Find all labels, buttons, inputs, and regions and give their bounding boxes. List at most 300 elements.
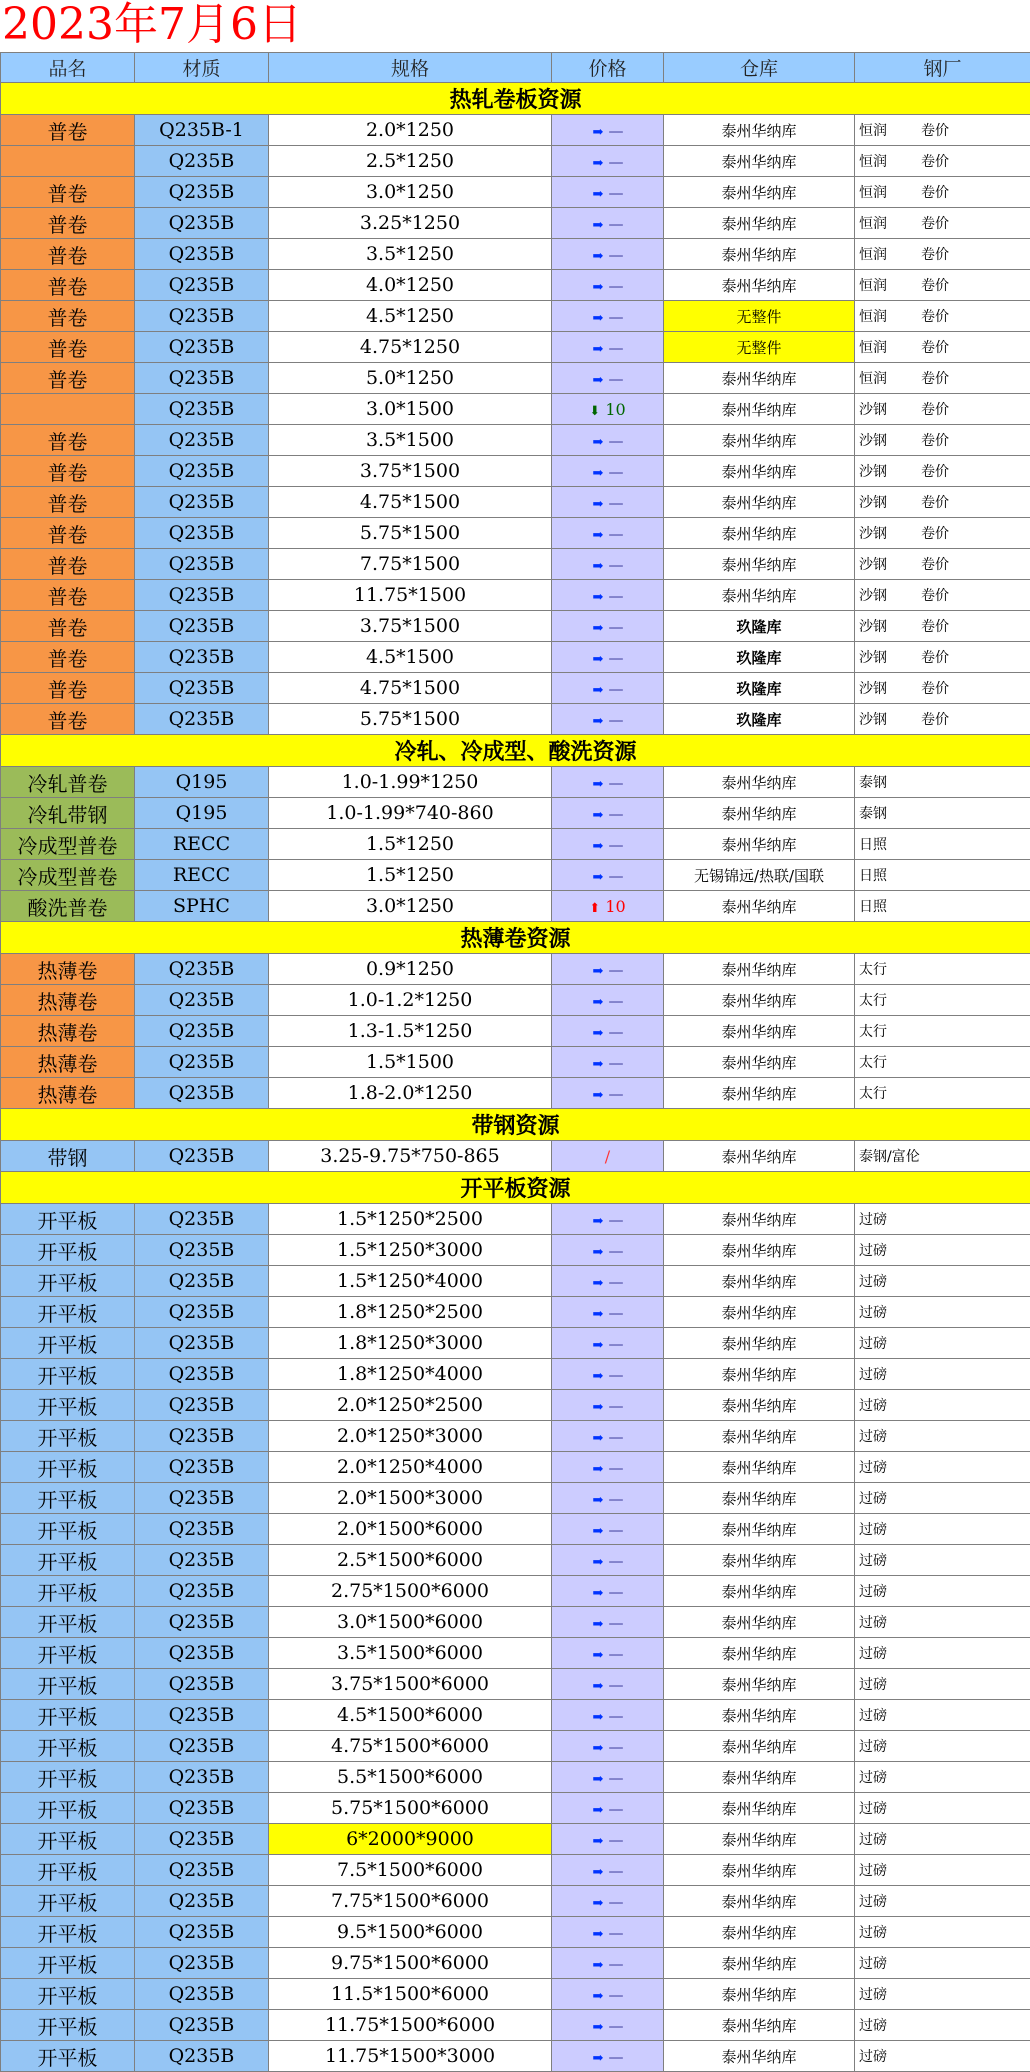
arrow-right-icon: ➡: [593, 1493, 604, 1508]
mill-name: 泰钢: [859, 806, 887, 822]
arrow-right-icon: ➡: [593, 1989, 604, 2004]
mill-cell: [855, 1266, 1030, 1297]
material-cell: Q235B: [135, 1047, 269, 1078]
arrow-right-icon: ➡: [593, 1679, 604, 1694]
warehouse-cell: 泰州华纳库: [664, 1483, 855, 1514]
section-header: [1, 735, 1030, 767]
price-value: —: [609, 308, 623, 326]
warehouse-cell: 泰州华纳库: [664, 425, 855, 456]
product-name-cell: 开平板: [1, 1359, 135, 1390]
arrow-right-icon: ➡: [593, 311, 604, 326]
spec-cell: 1.3-1.5*1250: [269, 1016, 552, 1047]
warehouse-cell: 泰州华纳库: [664, 518, 855, 549]
table-row: [1, 704, 1030, 735]
steel-price-table: [0, 52, 1030, 2072]
table-row: [1, 1452, 1030, 1483]
product-name-cell: 普卷: [1, 363, 135, 394]
table-row: [1, 1824, 1030, 1855]
mill-cell: [855, 1762, 1030, 1793]
price-cell: [552, 1576, 664, 1607]
price-cell: [552, 2010, 664, 2041]
material-cell: Q235B: [135, 1016, 269, 1047]
price-cell: [552, 704, 664, 735]
mill-cell: [855, 270, 1030, 301]
spec-cell: 0.9*1250: [269, 954, 552, 985]
price-cell: [552, 208, 664, 239]
price-cell: [552, 829, 664, 860]
table-row: [1, 1483, 1030, 1514]
material-cell: Q235B: [135, 1141, 269, 1172]
product-name-cell: 开平板: [1, 1948, 135, 1979]
page-title: 2023年7月6日: [0, 0, 1030, 52]
product-name-cell: 普卷: [1, 208, 135, 239]
material-cell: Q235B: [135, 1979, 269, 2010]
table-row: [1, 891, 1030, 922]
arrow-right-icon: ➡: [593, 870, 604, 885]
table-row: [1, 1235, 1030, 1266]
table-row: [1, 1390, 1030, 1421]
mill-name: 泰钢/富伦: [859, 1149, 920, 1165]
arrow-right-icon: ➡: [593, 342, 604, 357]
table-row: [1, 115, 1030, 146]
arrow-right-icon: ➡: [593, 1741, 604, 1756]
mill-cell: [855, 1793, 1030, 1824]
arrow-right-icon: ➡: [593, 1431, 604, 1446]
price-cell: [552, 1731, 664, 1762]
table-row: [1, 394, 1030, 425]
warehouse-cell: 泰州华纳库: [664, 1607, 855, 1638]
price-value: —: [609, 836, 623, 854]
mill-cell: [855, 1141, 1030, 1172]
warehouse-cell: 玖隆库: [664, 673, 855, 704]
price-cell: [552, 1078, 664, 1109]
product-name-cell: 普卷: [1, 611, 135, 642]
mill-note: 卷价: [921, 616, 949, 636]
warehouse-cell: 泰州华纳库: [664, 1638, 855, 1669]
price-value: —: [609, 1707, 623, 1725]
warehouse-cell: 泰州华纳库: [664, 2010, 855, 2041]
mill-name: 过磅: [859, 1367, 887, 1383]
price-value: —: [609, 1955, 623, 1973]
material-cell: RECC: [135, 829, 269, 860]
price-cell: [552, 363, 664, 394]
product-name-cell: 普卷: [1, 549, 135, 580]
table-row: [1, 1793, 1030, 1824]
mill-cell: [855, 1700, 1030, 1731]
material-cell: Q235B: [135, 549, 269, 580]
arrow-right-icon: ➡: [593, 1958, 604, 1973]
price-cell: [552, 1514, 664, 1545]
price-cell: [552, 611, 664, 642]
mill-name: 过磅: [859, 2018, 887, 2034]
price-cell: [552, 1483, 664, 1514]
price-value: /: [605, 1147, 610, 1166]
product-name-cell: 普卷: [1, 673, 135, 704]
mill-name: 过磅: [859, 1801, 887, 1817]
product-name-cell: 开平板: [1, 1762, 135, 1793]
mill-name: 过磅: [859, 2049, 887, 2065]
spec-cell: 7.75*1500: [269, 549, 552, 580]
mill-cell: [855, 1855, 1030, 1886]
section-header: [1, 83, 1030, 115]
price-cell: [552, 1266, 664, 1297]
material-cell: Q195: [135, 798, 269, 829]
spec-cell: 2.0*1250*4000: [269, 1452, 552, 1483]
price-cell: [552, 146, 664, 177]
price-cell: [552, 487, 664, 518]
price-cell: [552, 270, 664, 301]
spec-cell: 5.5*1500*6000: [269, 1762, 552, 1793]
material-cell: Q235B: [135, 642, 269, 673]
arrow-right-icon: ➡: [593, 1524, 604, 1539]
mill-cell: [855, 2041, 1030, 2072]
warehouse-cell: 泰州华纳库: [664, 1514, 855, 1545]
arrow-right-icon: ➡: [593, 1338, 604, 1353]
table-row: [1, 1297, 1030, 1328]
warehouse-cell: 泰州华纳库: [664, 2041, 855, 2072]
spec-cell: 9.5*1500*6000: [269, 1917, 552, 1948]
spec-cell: 1.5*1250: [269, 860, 552, 891]
material-cell: Q235B: [135, 1607, 269, 1638]
warehouse-cell: 泰州华纳库: [664, 1235, 855, 1266]
mill-cell: [855, 891, 1030, 922]
material-cell: Q235B: [135, 177, 269, 208]
spec-cell: 1.8-2.0*1250: [269, 1078, 552, 1109]
price-cell: [552, 2041, 664, 2072]
material-cell: Q235B: [135, 1483, 269, 1514]
product-name-cell: 开平板: [1, 1204, 135, 1235]
spec-cell: 4.75*1500*6000: [269, 1731, 552, 1762]
arrow-right-icon: ➡: [593, 2020, 604, 2035]
price-value: —: [609, 525, 623, 543]
price-value: —: [609, 1738, 623, 1756]
mill-name: 太行: [859, 962, 887, 978]
material-cell: Q235B: [135, 1855, 269, 1886]
warehouse-cell: 泰州华纳库: [664, 1266, 855, 1297]
table-row: [1, 673, 1030, 704]
warehouse-cell: 泰州华纳库: [664, 1700, 855, 1731]
product-name-cell: 开平板: [1, 1669, 135, 1700]
mill-name: 恒润: [859, 123, 887, 139]
warehouse-cell: 泰州华纳库: [664, 767, 855, 798]
warehouse-cell: 泰州华纳库: [664, 177, 855, 208]
price-value: —: [609, 1831, 623, 1849]
table-row: [1, 1731, 1030, 1762]
warehouse-cell: 泰州华纳库: [664, 954, 855, 985]
material-cell: Q235B: [135, 1297, 269, 1328]
warehouse-cell: 泰州华纳库: [664, 456, 855, 487]
price-cell: [552, 1016, 664, 1047]
arrow-right-icon: ➡: [593, 435, 604, 450]
arrow-right-icon: ➡: [593, 621, 604, 636]
mill-cell: [855, 456, 1030, 487]
mill-note: 卷价: [921, 523, 949, 543]
price-cell: [552, 1700, 664, 1731]
arrow-right-icon: ➡: [593, 1026, 604, 1041]
arrow-right-icon: ➡: [593, 1307, 604, 1322]
product-name-cell: 开平板: [1, 1235, 135, 1266]
table-row: [1, 487, 1030, 518]
spec-cell: 11.75*1500*3000: [269, 2041, 552, 2072]
price-value: —: [609, 1459, 623, 1477]
price-value: —: [609, 432, 623, 450]
price-cell: [552, 891, 664, 922]
mill-name: 过磅: [859, 1956, 887, 1972]
arrow-right-icon: ➡: [593, 1617, 604, 1632]
product-name-cell: 开平板: [1, 1390, 135, 1421]
warehouse-cell: 泰州华纳库: [664, 1855, 855, 1886]
price-value: 10: [605, 400, 625, 419]
price-cell: [552, 301, 664, 332]
warehouse-cell: 泰州华纳库: [664, 1917, 855, 1948]
mill-cell: [855, 1917, 1030, 1948]
mill-name: 过磅: [859, 1677, 887, 1693]
product-name-cell: 开平板: [1, 1700, 135, 1731]
table-row: [1, 1016, 1030, 1047]
mill-note: 卷价: [921, 182, 949, 202]
material-cell: Q235B: [135, 1266, 269, 1297]
price-value: —: [609, 2048, 623, 2066]
spec-cell: 3.0*1500*6000: [269, 1607, 552, 1638]
mill-name: 过磅: [859, 1925, 887, 1941]
product-name-cell: 开平板: [1, 2010, 135, 2041]
mill-cell: [855, 1390, 1030, 1421]
mill-cell: [855, 1514, 1030, 1545]
mill-note: 卷价: [921, 244, 949, 264]
table-row: [1, 829, 1030, 860]
mill-note: 卷价: [921, 399, 949, 419]
column-header-warehouse: 仓库: [664, 53, 855, 83]
product-name-cell: 普卷: [1, 704, 135, 735]
price-value: —: [609, 992, 623, 1010]
arrow-right-icon: ➡: [593, 1245, 604, 1260]
mill-name: 恒润: [859, 309, 887, 325]
table-row: [1, 2010, 1030, 2041]
mill-name: 过磅: [859, 1646, 887, 1662]
section-title: 冷轧、冷成型、酸洗资源: [1, 735, 1030, 767]
section-title: 热轧卷板资源: [1, 83, 1030, 115]
table-row: [1, 208, 1030, 239]
price-value: —: [609, 1273, 623, 1291]
mill-cell: [855, 642, 1030, 673]
mill-name: 恒润: [859, 278, 887, 294]
spec-cell: 6*2000*9000: [269, 1824, 552, 1855]
mill-note: 卷价: [921, 709, 949, 729]
price-cell: [552, 1297, 664, 1328]
material-cell: Q235B: [135, 611, 269, 642]
material-cell: Q235B-1: [135, 115, 269, 146]
material-cell: Q235B: [135, 1452, 269, 1483]
arrow-right-icon: ➡: [593, 1927, 604, 1942]
product-name-cell: 开平板: [1, 1266, 135, 1297]
spec-cell: 2.5*1500*6000: [269, 1545, 552, 1576]
mill-name: 过磅: [859, 1522, 887, 1538]
column-header-spec: 规格: [269, 53, 552, 83]
table-row: [1, 1421, 1030, 1452]
material-cell: Q235B: [135, 518, 269, 549]
product-name-cell: 热薄卷: [1, 954, 135, 985]
price-cell: [552, 1390, 664, 1421]
warehouse-cell: 泰州华纳库: [664, 487, 855, 518]
price-value: —: [609, 1986, 623, 2004]
product-name-cell: 冷轧普卷: [1, 767, 135, 798]
price-value: —: [609, 122, 623, 140]
price-value: —: [609, 184, 623, 202]
product-name-cell: 普卷: [1, 580, 135, 611]
arrow-right-icon: ➡: [593, 1803, 604, 1818]
material-cell: Q235B: [135, 239, 269, 270]
warehouse-cell: 泰州华纳库: [664, 270, 855, 301]
mill-cell: [855, 1421, 1030, 1452]
arrow-right-icon: ➡: [593, 1057, 604, 1072]
table-row: [1, 456, 1030, 487]
material-cell: Q235B: [135, 332, 269, 363]
mill-note: 卷价: [921, 585, 949, 605]
spec-cell: 1.0-1.2*1250: [269, 985, 552, 1016]
arrow-right-icon: ➡: [593, 1772, 604, 1787]
product-name-cell: 开平板: [1, 1824, 135, 1855]
product-name-cell: 开平板: [1, 1297, 135, 1328]
price-cell: [552, 1793, 664, 1824]
material-cell: Q235B: [135, 1421, 269, 1452]
warehouse-cell: 泰州华纳库: [664, 1948, 855, 1979]
price-cell: [552, 1762, 664, 1793]
spec-cell: 1.5*1250*4000: [269, 1266, 552, 1297]
mill-cell: [855, 767, 1030, 798]
arrow-right-icon: ➡: [593, 995, 604, 1010]
price-value: —: [609, 246, 623, 264]
mill-cell: [855, 1452, 1030, 1483]
section-title: 开平板资源: [1, 1172, 1030, 1204]
material-cell: Q235B: [135, 1886, 269, 1917]
product-name-cell: 开平板: [1, 1421, 135, 1452]
mill-name: 过磅: [859, 1336, 887, 1352]
warehouse-cell: 泰州华纳库: [664, 1824, 855, 1855]
mill-name: 沙钢: [859, 526, 887, 542]
product-name-cell: 普卷: [1, 177, 135, 208]
mill-cell: [855, 1204, 1030, 1235]
warehouse-cell: 泰州华纳库: [664, 1047, 855, 1078]
mill-name: 过磅: [859, 1274, 887, 1290]
arrow-right-icon: ➡: [593, 1276, 604, 1291]
mill-name: 恒润: [859, 371, 887, 387]
mill-note: 卷价: [921, 213, 949, 233]
arrow-right-icon: ➡: [593, 683, 604, 698]
warehouse-cell: 无锡锦远/热联/国联: [664, 860, 855, 891]
warehouse-cell: 泰州华纳库: [664, 1078, 855, 1109]
price-cell: [552, 1855, 664, 1886]
table-row: [1, 2041, 1030, 2072]
price-cell: [552, 332, 664, 363]
price-value: —: [609, 1614, 623, 1632]
price-cell: [552, 115, 664, 146]
mill-cell: [855, 146, 1030, 177]
warehouse-cell: 泰州华纳库: [664, 1141, 855, 1172]
price-cell: [552, 549, 664, 580]
price-value: —: [609, 587, 623, 605]
arrow-right-icon: ➡: [593, 1369, 604, 1384]
arrow-right-icon: ➡: [593, 125, 604, 140]
mill-name: 沙钢: [859, 681, 887, 697]
price-cell: [552, 1359, 664, 1390]
mill-cell: [855, 1016, 1030, 1047]
mill-cell: [855, 363, 1030, 394]
mill-cell: [855, 1607, 1030, 1638]
mill-cell: [855, 1483, 1030, 1514]
mill-note: 卷价: [921, 151, 949, 171]
material-cell: Q235B: [135, 1948, 269, 1979]
warehouse-cell: 玖隆库: [664, 704, 855, 735]
arrow-right-icon: ➡: [593, 1462, 604, 1477]
product-name-cell: 热薄卷: [1, 1016, 135, 1047]
spec-cell: 3.75*1500: [269, 611, 552, 642]
mill-name: 沙钢: [859, 619, 887, 635]
product-name-cell: 开平板: [1, 1886, 135, 1917]
table-row: [1, 177, 1030, 208]
mill-note: 卷价: [921, 461, 949, 481]
warehouse-cell: 无整件: [664, 332, 855, 363]
table-row: [1, 301, 1030, 332]
mill-name: 恒润: [859, 185, 887, 201]
warehouse-cell: 泰州华纳库: [664, 208, 855, 239]
warehouse-cell: 泰州华纳库: [664, 1576, 855, 1607]
mill-name: 沙钢: [859, 712, 887, 728]
warehouse-cell: 泰州华纳库: [664, 1297, 855, 1328]
material-cell: Q235B: [135, 1824, 269, 1855]
warehouse-cell: 泰州华纳库: [664, 1328, 855, 1359]
price-value: —: [609, 1054, 623, 1072]
material-cell: Q235B: [135, 954, 269, 985]
table-body: [1, 53, 1030, 2072]
price-cell: [552, 239, 664, 270]
column-header-name: 品名: [1, 53, 135, 83]
price-value: —: [609, 1862, 623, 1880]
mill-cell: [855, 1948, 1030, 1979]
product-name-cell: 普卷: [1, 518, 135, 549]
mill-cell: [855, 208, 1030, 239]
mill-cell: [855, 1979, 1030, 2010]
mill-name: 恒润: [859, 247, 887, 263]
arrow-right-icon: ➡: [593, 1865, 604, 1880]
mill-cell: [855, 425, 1030, 456]
spec-cell: 3.0*1250: [269, 891, 552, 922]
arrow-right-icon: ➡: [593, 1586, 604, 1601]
table-row: [1, 767, 1030, 798]
price-cell: [552, 767, 664, 798]
spec-cell: 4.5*1250: [269, 301, 552, 332]
mill-name: 过磅: [859, 1894, 887, 1910]
mill-name: 过磅: [859, 1832, 887, 1848]
spec-cell: 7.5*1500*6000: [269, 1855, 552, 1886]
warehouse-cell: 泰州华纳库: [664, 1886, 855, 1917]
product-name-cell: 开平板: [1, 1514, 135, 1545]
mill-cell: [855, 1297, 1030, 1328]
material-cell: Q235B: [135, 146, 269, 177]
warehouse-cell: 泰州华纳库: [664, 1204, 855, 1235]
price-cell: [552, 1948, 664, 1979]
price-cell: [552, 1607, 664, 1638]
spec-cell: 2.75*1500*6000: [269, 1576, 552, 1607]
table-row: [1, 549, 1030, 580]
mill-cell: [855, 611, 1030, 642]
product-name-cell: 普卷: [1, 332, 135, 363]
product-name-cell: [1, 146, 135, 177]
spec-cell: 3.5*1500: [269, 425, 552, 456]
product-name-cell: 开平板: [1, 1576, 135, 1607]
mill-name: 恒润: [859, 340, 887, 356]
mill-name: 过磅: [859, 1708, 887, 1724]
product-name-cell: 开平板: [1, 1793, 135, 1824]
